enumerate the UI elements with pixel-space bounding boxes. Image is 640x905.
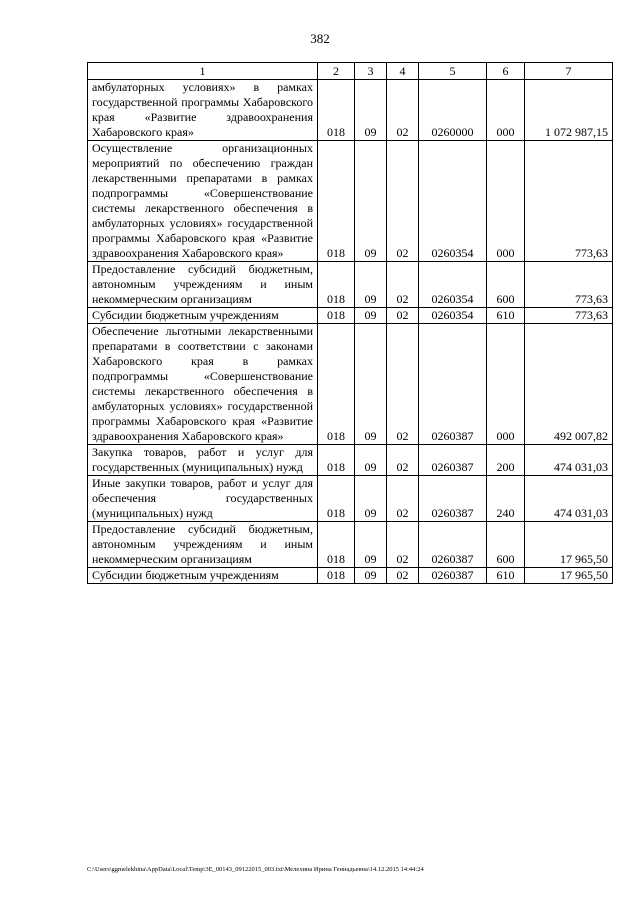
amount-cell: 474 031,03 [525, 445, 613, 476]
subsection-cell: 02 [387, 324, 419, 445]
expense-type-cell: 600 [487, 522, 525, 568]
subsection-cell: 02 [387, 568, 419, 584]
section-cell: 09 [355, 476, 387, 522]
expense-type-cell: 000 [487, 80, 525, 141]
table-row [88, 308, 613, 324]
column-header: 5 [419, 63, 487, 80]
target-item-cell: 0260387 [419, 476, 487, 522]
code-cell: 018 [318, 308, 355, 324]
subsection-cell: 02 [387, 141, 419, 262]
column-header: 3 [355, 63, 387, 80]
subsection-cell: 02 [387, 308, 419, 324]
amount-cell: 474 031,03 [525, 476, 613, 522]
table-header-row [88, 63, 613, 80]
section-cell: 09 [355, 80, 387, 141]
subsection-cell: 02 [387, 80, 419, 141]
column-header: 1 [88, 63, 318, 80]
subsection-cell: 02 [387, 445, 419, 476]
row-name-cell: Закупка товаров, работ и услуг для государственных (муниципальных) нужд [88, 445, 318, 476]
amount-cell: 1 072 987,15 [525, 80, 613, 141]
row-name-cell: Иные закупки товаров, работ и услуг для обеспечения государственных (муниципальных) нужд [88, 476, 318, 522]
row-name-cell: Субсидии бюджетным учреждениям [88, 568, 318, 584]
code-cell: 018 [318, 262, 355, 308]
expense-type-cell: 610 [487, 308, 525, 324]
target-item-cell: 0260354 [419, 262, 487, 308]
row-name-cell: Субсидии бюджетным учреждениям [88, 308, 318, 324]
target-item-cell: 0260387 [419, 445, 487, 476]
column-header: 6 [487, 63, 525, 80]
code-cell: 018 [318, 445, 355, 476]
table-row [88, 445, 613, 476]
amount-cell: 492 007,82 [525, 324, 613, 445]
column-header: 4 [387, 63, 419, 80]
budget-table [87, 62, 613, 584]
section-cell: 09 [355, 141, 387, 262]
section-cell: 09 [355, 445, 387, 476]
code-cell: 018 [318, 80, 355, 141]
target-item-cell: 0260000 [419, 80, 487, 141]
section-cell: 09 [355, 308, 387, 324]
file-path-footer: C:\Users\ggmelekhina\AppData\Local\Temp\3E_00143_09122015_003.txt\Мелехина Ирина Геннадьевна\14.12.2015 14:44:24 [87, 866, 424, 873]
code-cell: 018 [318, 568, 355, 584]
row-name-cell: Предоставление субсидий бюджетным, автономным учреждениям и иным некоммерческим организациям [88, 262, 318, 308]
section-cell: 09 [355, 262, 387, 308]
expense-type-cell: 600 [487, 262, 525, 308]
section-cell: 09 [355, 522, 387, 568]
section-cell: 09 [355, 568, 387, 584]
expense-type-cell: 610 [487, 568, 525, 584]
table-row [88, 80, 613, 141]
code-cell: 018 [318, 324, 355, 445]
code-cell: 018 [318, 141, 355, 262]
code-cell: 018 [318, 476, 355, 522]
table-row [88, 522, 613, 568]
table-row [88, 262, 613, 308]
expense-type-cell: 000 [487, 141, 525, 262]
target-item-cell: 0260354 [419, 141, 487, 262]
subsection-cell: 02 [387, 262, 419, 308]
expense-type-cell: 240 [487, 476, 525, 522]
section-cell: 09 [355, 324, 387, 445]
page-number: 382 [310, 31, 330, 46]
table-row [88, 476, 613, 522]
subsection-cell: 02 [387, 476, 419, 522]
target-item-cell: 0260387 [419, 522, 487, 568]
row-name-cell: амбулаторных условиях» в рамках государственной программы Хабаровского края «Развитие здравоохранения Хабаровского края» [88, 80, 318, 141]
row-name-cell: Обеспечение льготными лекарственными препаратами в соответствии с законами Хабаровского края в рамках подпрограммы «Совершенствование системы лекарственного обеспечения в амбулаторных условиях» государственной программы Хабаровского края «Развитие здравоохранения Хабаровского края» [88, 324, 318, 445]
column-header: 2 [318, 63, 355, 80]
amount-cell: 773,63 [525, 262, 613, 308]
target-item-cell: 0260354 [419, 308, 487, 324]
subsection-cell: 02 [387, 522, 419, 568]
amount-cell: 773,63 [525, 141, 613, 262]
code-cell: 018 [318, 522, 355, 568]
row-name-cell: Осуществление организационных мероприятий по обеспечению граждан лекарственными препаратами в рамках подпрограммы «Совершенствование системы лекарственного обеспечения в амбулаторных условиях» государственной программы Хабаровского края «Развитие здравоохранения Хабаровского края» [88, 141, 318, 262]
target-item-cell: 0260387 [419, 568, 487, 584]
target-item-cell: 0260387 [419, 324, 487, 445]
amount-cell: 17 965,50 [525, 568, 613, 584]
row-name-cell: Предоставление субсидий бюджетным, автономным учреждениям и иным некоммерческим организациям [88, 522, 318, 568]
column-header: 7 [525, 63, 613, 80]
amount-cell: 773,63 [525, 308, 613, 324]
table-row [88, 568, 613, 584]
table-row [88, 141, 613, 262]
expense-type-cell: 200 [487, 445, 525, 476]
expense-type-cell: 000 [487, 324, 525, 445]
table-row [88, 324, 613, 445]
amount-cell: 17 965,50 [525, 522, 613, 568]
